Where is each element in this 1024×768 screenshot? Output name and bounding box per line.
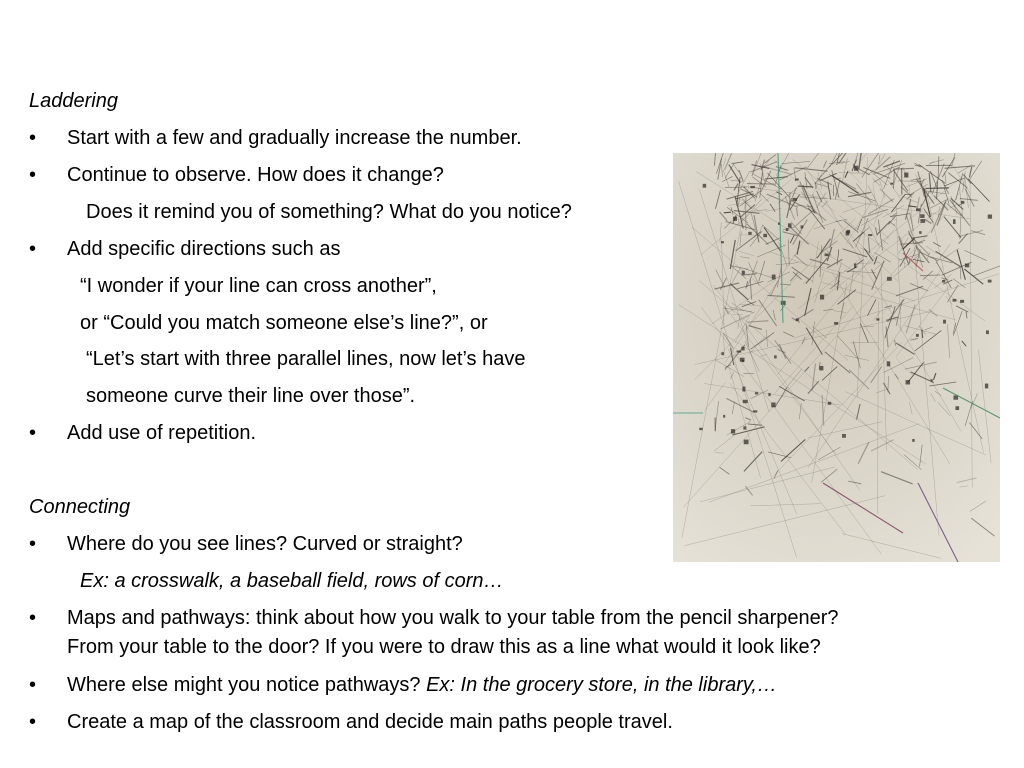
laddering-item-3-sub-2: or “Could you match someone else’s line?”, or — [80, 312, 488, 334]
connecting-item-1: Where do you see lines? Curved or straight? — [67, 533, 463, 555]
bullet-icon: • — [29, 711, 37, 733]
connecting-item-4: Create a map of the classroom and decide main paths people travel. — [67, 711, 673, 733]
abstract-line-artwork-image — [673, 153, 1000, 562]
laddering-item-2: Continue to observe. How does it change? — [67, 164, 444, 186]
bullet-icon: • — [29, 607, 37, 629]
connecting-item-1-example: Ex: a crosswalk, a baseball field, rows of corn… — [80, 570, 504, 592]
laddering-item-3-sub-4: someone curve their line over those”. — [86, 385, 416, 407]
connecting-item-3 — [67, 673, 777, 697]
connecting-item-3-example: Ex: In the grocery store, in the library,… — [426, 674, 777, 696]
laddering-item-3-sub-3: “Let’s start with three parallel lines, now let’s have — [86, 348, 526, 370]
connecting-item-2-line-1: Maps and pathways: think about how you walk to your table from the pencil sharpener? — [67, 607, 839, 629]
bullet-icon: • — [29, 422, 37, 444]
bullet-icon: • — [29, 127, 37, 149]
laddering-item-3: Add specific directions such as — [67, 238, 341, 260]
connecting-heading: Connecting — [29, 496, 131, 518]
bullet-icon: • — [29, 238, 37, 260]
laddering-heading: Laddering — [29, 90, 118, 112]
bullet-icon: • — [29, 533, 37, 555]
laddering-item-3-sub-1: “I wonder if your line can cross another”, — [80, 275, 437, 297]
laddering-item-1: Start with a few and gradually increase the number. — [67, 127, 522, 149]
bullet-icon: • — [29, 674, 37, 696]
laddering-item-2-sub: Does it remind you of something? What do you notice? — [86, 201, 572, 223]
laddering-item-4: Add use of repetition. — [67, 422, 257, 444]
connecting-item-3-text: Where else might you notice pathways? — [67, 674, 427, 696]
connecting-item-2-line-2: From your table to the door? If you were to draw this as a line what would it look like? — [67, 636, 821, 658]
bullet-icon: • — [29, 164, 37, 186]
